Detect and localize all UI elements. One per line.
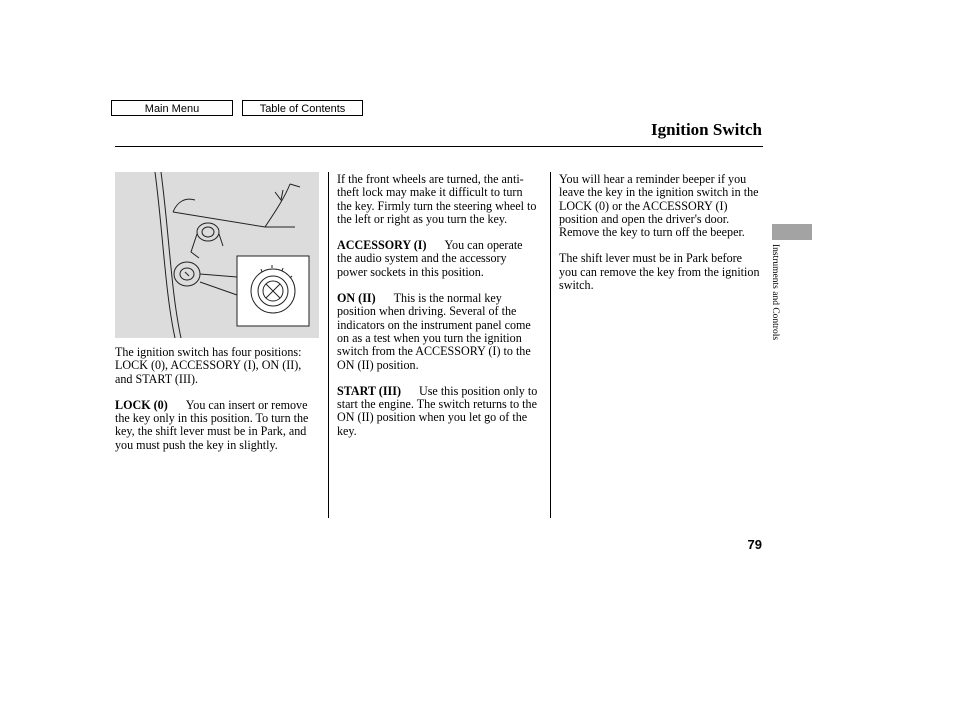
main-menu-button[interactable]: Main Menu xyxy=(111,100,233,116)
lock-term: LOCK (0) xyxy=(115,397,168,412)
accessory-term: ACCESSORY (I) xyxy=(337,238,427,253)
column-divider-1 xyxy=(328,172,329,518)
table-of-contents-button[interactable]: Table of Contents xyxy=(242,100,363,116)
lock-text: You can insert or remove the key only in this position. To turn the key, the shift lever must be in Park, and you must push the key in slightly. xyxy=(115,397,309,452)
start-term: START (III) xyxy=(337,383,401,398)
accessory-text: You can operate the audio system and the accessory power sockets in this position. xyxy=(337,238,523,279)
shift-paragraph: The shift lever must be in Park before you can remove the key from the ignition switch. xyxy=(559,251,760,293)
column-1 xyxy=(115,346,318,465)
antitheft-paragraph: If the front wheels are turned, the anti-theft lock may make it difficult to turn the key. Firmly turn the steering wheel to the left or right as you turn the key. xyxy=(337,172,537,226)
section-tab xyxy=(772,224,812,240)
on-paragraph xyxy=(337,292,538,372)
ignition-drawing xyxy=(115,172,319,338)
accessory-paragraph xyxy=(337,239,538,279)
beeper-paragraph: You will hear a reminder beeper if you leave the key in the ignition switch in the LOCK (0) or the ACCESSORY (I) position and open the driver's door. Remove the key to turn off the beeper. xyxy=(559,172,759,240)
column-3 xyxy=(559,173,761,305)
header-divider xyxy=(115,146,763,147)
page-number: 79 xyxy=(747,537,762,552)
lock-paragraph xyxy=(115,399,318,452)
on-text: This is the normal key position when driving. Several of the indicators on the instrument panel come on as a test when you turn the ignition switch from the ACCESSORY (I) to the ON (II) position. xyxy=(337,291,531,372)
column-divider-2 xyxy=(550,172,551,518)
column-2 xyxy=(337,173,538,451)
section-label: Instruments and Controls xyxy=(770,244,780,341)
ignition-switch-illustration xyxy=(115,172,319,338)
intro-paragraph: The ignition switch has four positions: LOCK (0), ACCESSORY (I), ON (II), and START (III). xyxy=(115,345,302,386)
page-title: Ignition Switch xyxy=(651,120,762,139)
on-term: ON (II) xyxy=(337,291,376,306)
start-text: Use this position only to start the engine. The switch returns to the ON (II) position when you let go of the key. xyxy=(337,383,538,438)
start-paragraph xyxy=(337,385,538,438)
